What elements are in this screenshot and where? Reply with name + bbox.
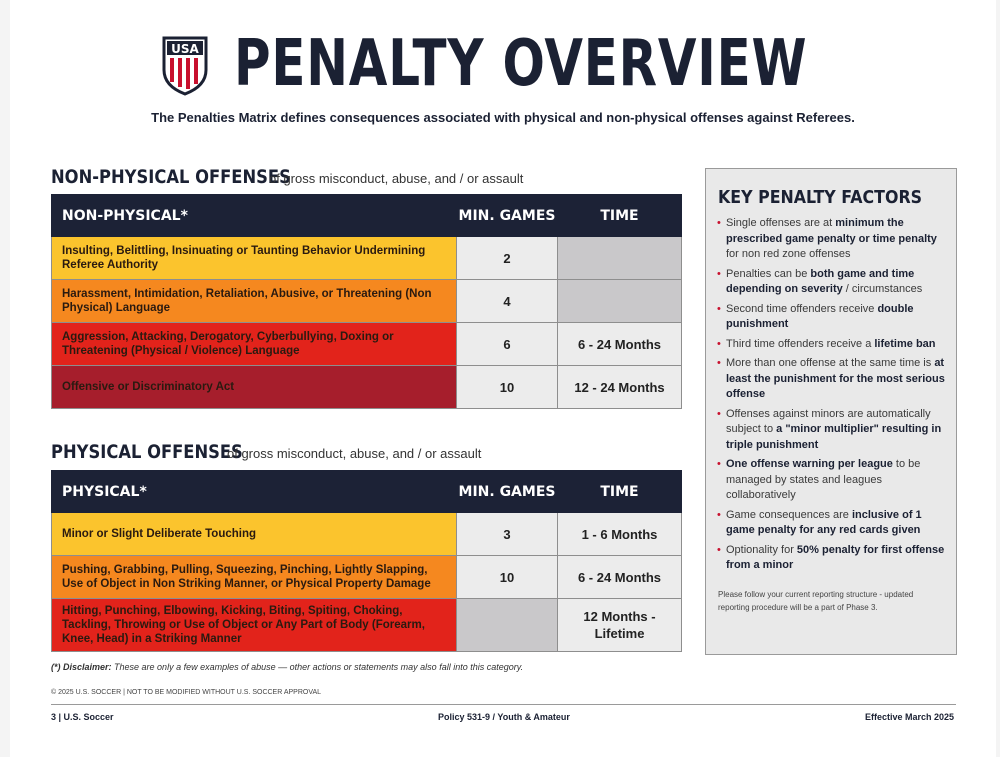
column-header-offense: NON-PHYSICAL* xyxy=(52,195,457,237)
offense-cell: Aggression, Attacking, Derogatory, Cyberbullying, Doxing or Threatening (Physical / Violence) Language xyxy=(52,323,457,366)
table-row xyxy=(52,599,682,652)
disclaimer-label: (*) Disclaimer: xyxy=(51,662,112,672)
footer-divider xyxy=(51,704,956,705)
list-item: • One offense warning per league to be managed by states and leagues collaboratively xyxy=(718,457,946,504)
min-games-cell: 2 xyxy=(457,237,558,280)
min-games-cell: 6 xyxy=(457,323,558,366)
nonphysical-heading-title: NON-PHYSICAL OFFENSES xyxy=(51,166,291,188)
min-games-cell: 4 xyxy=(457,280,558,323)
min-games-cell: 10 xyxy=(457,556,558,599)
key-penalty-factors-panel xyxy=(705,168,957,655)
nonphysical-table xyxy=(51,194,682,409)
physical-heading-title: PHYSICAL OFFENSES xyxy=(51,441,243,463)
list-item: • Penalties can be both game and time depending on severity / circumstances xyxy=(718,267,946,298)
list-item: • Third time offenders receive a lifetime ban xyxy=(718,337,946,353)
list-item: • Single offenses are at minimum the prescribed game penalty or time penalty for non red zone offenses xyxy=(718,216,946,263)
reporting-note: Please follow your current reporting structure - updated reporting procedure will be a part of Phase 3. xyxy=(718,589,914,612)
min-games-cell: 3 xyxy=(457,513,558,556)
page-number: 3 | U.S. Soccer xyxy=(51,712,114,722)
key-factors-title: KEY PENALTY FACTORS xyxy=(718,187,923,208)
time-cell: 12 - 24 Months xyxy=(558,366,682,409)
list-item: • Offenses against minors are automatically subject to a "minor multiplier" resulting in triple punishment xyxy=(718,407,946,454)
list-item: • Optionality for 50% penalty for first offense from a minor xyxy=(718,543,946,574)
offense-cell: Insulting, Belittling, Insinuating or Taunting Behavior Undermining Referee Authority xyxy=(52,237,457,280)
list-item: • Second time offenders receive double punishment xyxy=(718,302,946,333)
table-row xyxy=(52,556,682,599)
min-games-cell: 10 xyxy=(457,366,558,409)
disclaimer xyxy=(51,662,523,672)
physical-heading xyxy=(51,441,482,463)
time-cell xyxy=(558,280,682,323)
document-page xyxy=(10,0,996,757)
column-header-time: TIME xyxy=(558,195,682,237)
offense-cell: Harassment, Intimidation, Retaliation, Abusive, or Threatening (Non Physical) Language xyxy=(52,280,457,323)
nonphysical-heading xyxy=(51,166,524,188)
us-soccer-crest-logo xyxy=(162,36,208,96)
time-cell: 12 Months - Lifetime xyxy=(558,599,682,652)
list-item: • More than one offense at the same time is at least the punishment for the most serious offense xyxy=(718,356,946,403)
key-factors-list xyxy=(718,216,946,574)
table-row xyxy=(52,280,682,323)
column-header-time: TIME xyxy=(558,471,682,513)
time-cell xyxy=(558,237,682,280)
table-header-row xyxy=(52,471,682,513)
offense-cell: Offensive or Discriminatory Act xyxy=(52,366,457,409)
offense-cell: Minor or Slight Deliberate Touching xyxy=(52,513,457,556)
column-header-offense: PHYSICAL* xyxy=(52,471,457,513)
disclaimer-text: These are only a few examples of abuse — other actions or statements may also fall into this category. xyxy=(111,662,524,672)
column-header-min-games: MIN. GAMES xyxy=(457,471,558,513)
physical-heading-sub: of gross misconduct, abuse, and / or assault xyxy=(227,446,482,461)
copyright-notice: © 2025 U.S. SOCCER | NOT TO BE MODIFIED WITHOUT U.S. SOCCER APPROVAL xyxy=(51,689,322,696)
time-cell: 1 - 6 Months xyxy=(558,513,682,556)
policy-label: Policy 531-9 / Youth & Amateur xyxy=(438,712,570,722)
table-row xyxy=(52,237,682,280)
nonphysical-heading-sub: of gross misconduct, abuse, and / or assault xyxy=(269,171,524,186)
min-games-cell xyxy=(457,599,558,652)
table-row xyxy=(52,366,682,409)
offense-cell: Hitting, Punching, Elbowing, Kicking, Biting, Spiting, Choking, Tackling, Throwing or Use of Object or Any Part of Body (Forearm, Knee, Head) in a Striking Manner xyxy=(52,599,457,652)
time-cell: 6 - 24 Months xyxy=(558,556,682,599)
table-row xyxy=(52,513,682,556)
effective-date: Effective March 2025 xyxy=(865,712,955,722)
offense-cell: Pushing, Grabbing, Pulling, Squeezing, Pinching, Lightly Slapping, Use of Object in Non Striking Manner, or Physical Property Damage xyxy=(52,556,457,599)
table-row xyxy=(52,323,682,366)
column-header-min-games: MIN. GAMES xyxy=(457,195,558,237)
page-title: PENALTY OVERVIEW xyxy=(234,27,808,101)
logo-text: USA xyxy=(171,42,199,56)
table-header-row xyxy=(52,195,682,237)
physical-table xyxy=(51,470,682,652)
time-cell: 6 - 24 Months xyxy=(558,323,682,366)
list-item: • Game consequences are inclusive of 1 game penalty for any red cards given xyxy=(718,508,946,539)
page-subtitle: The Penalties Matrix defines consequences associated with physical and non-physical offenses against Referees. xyxy=(151,110,855,125)
